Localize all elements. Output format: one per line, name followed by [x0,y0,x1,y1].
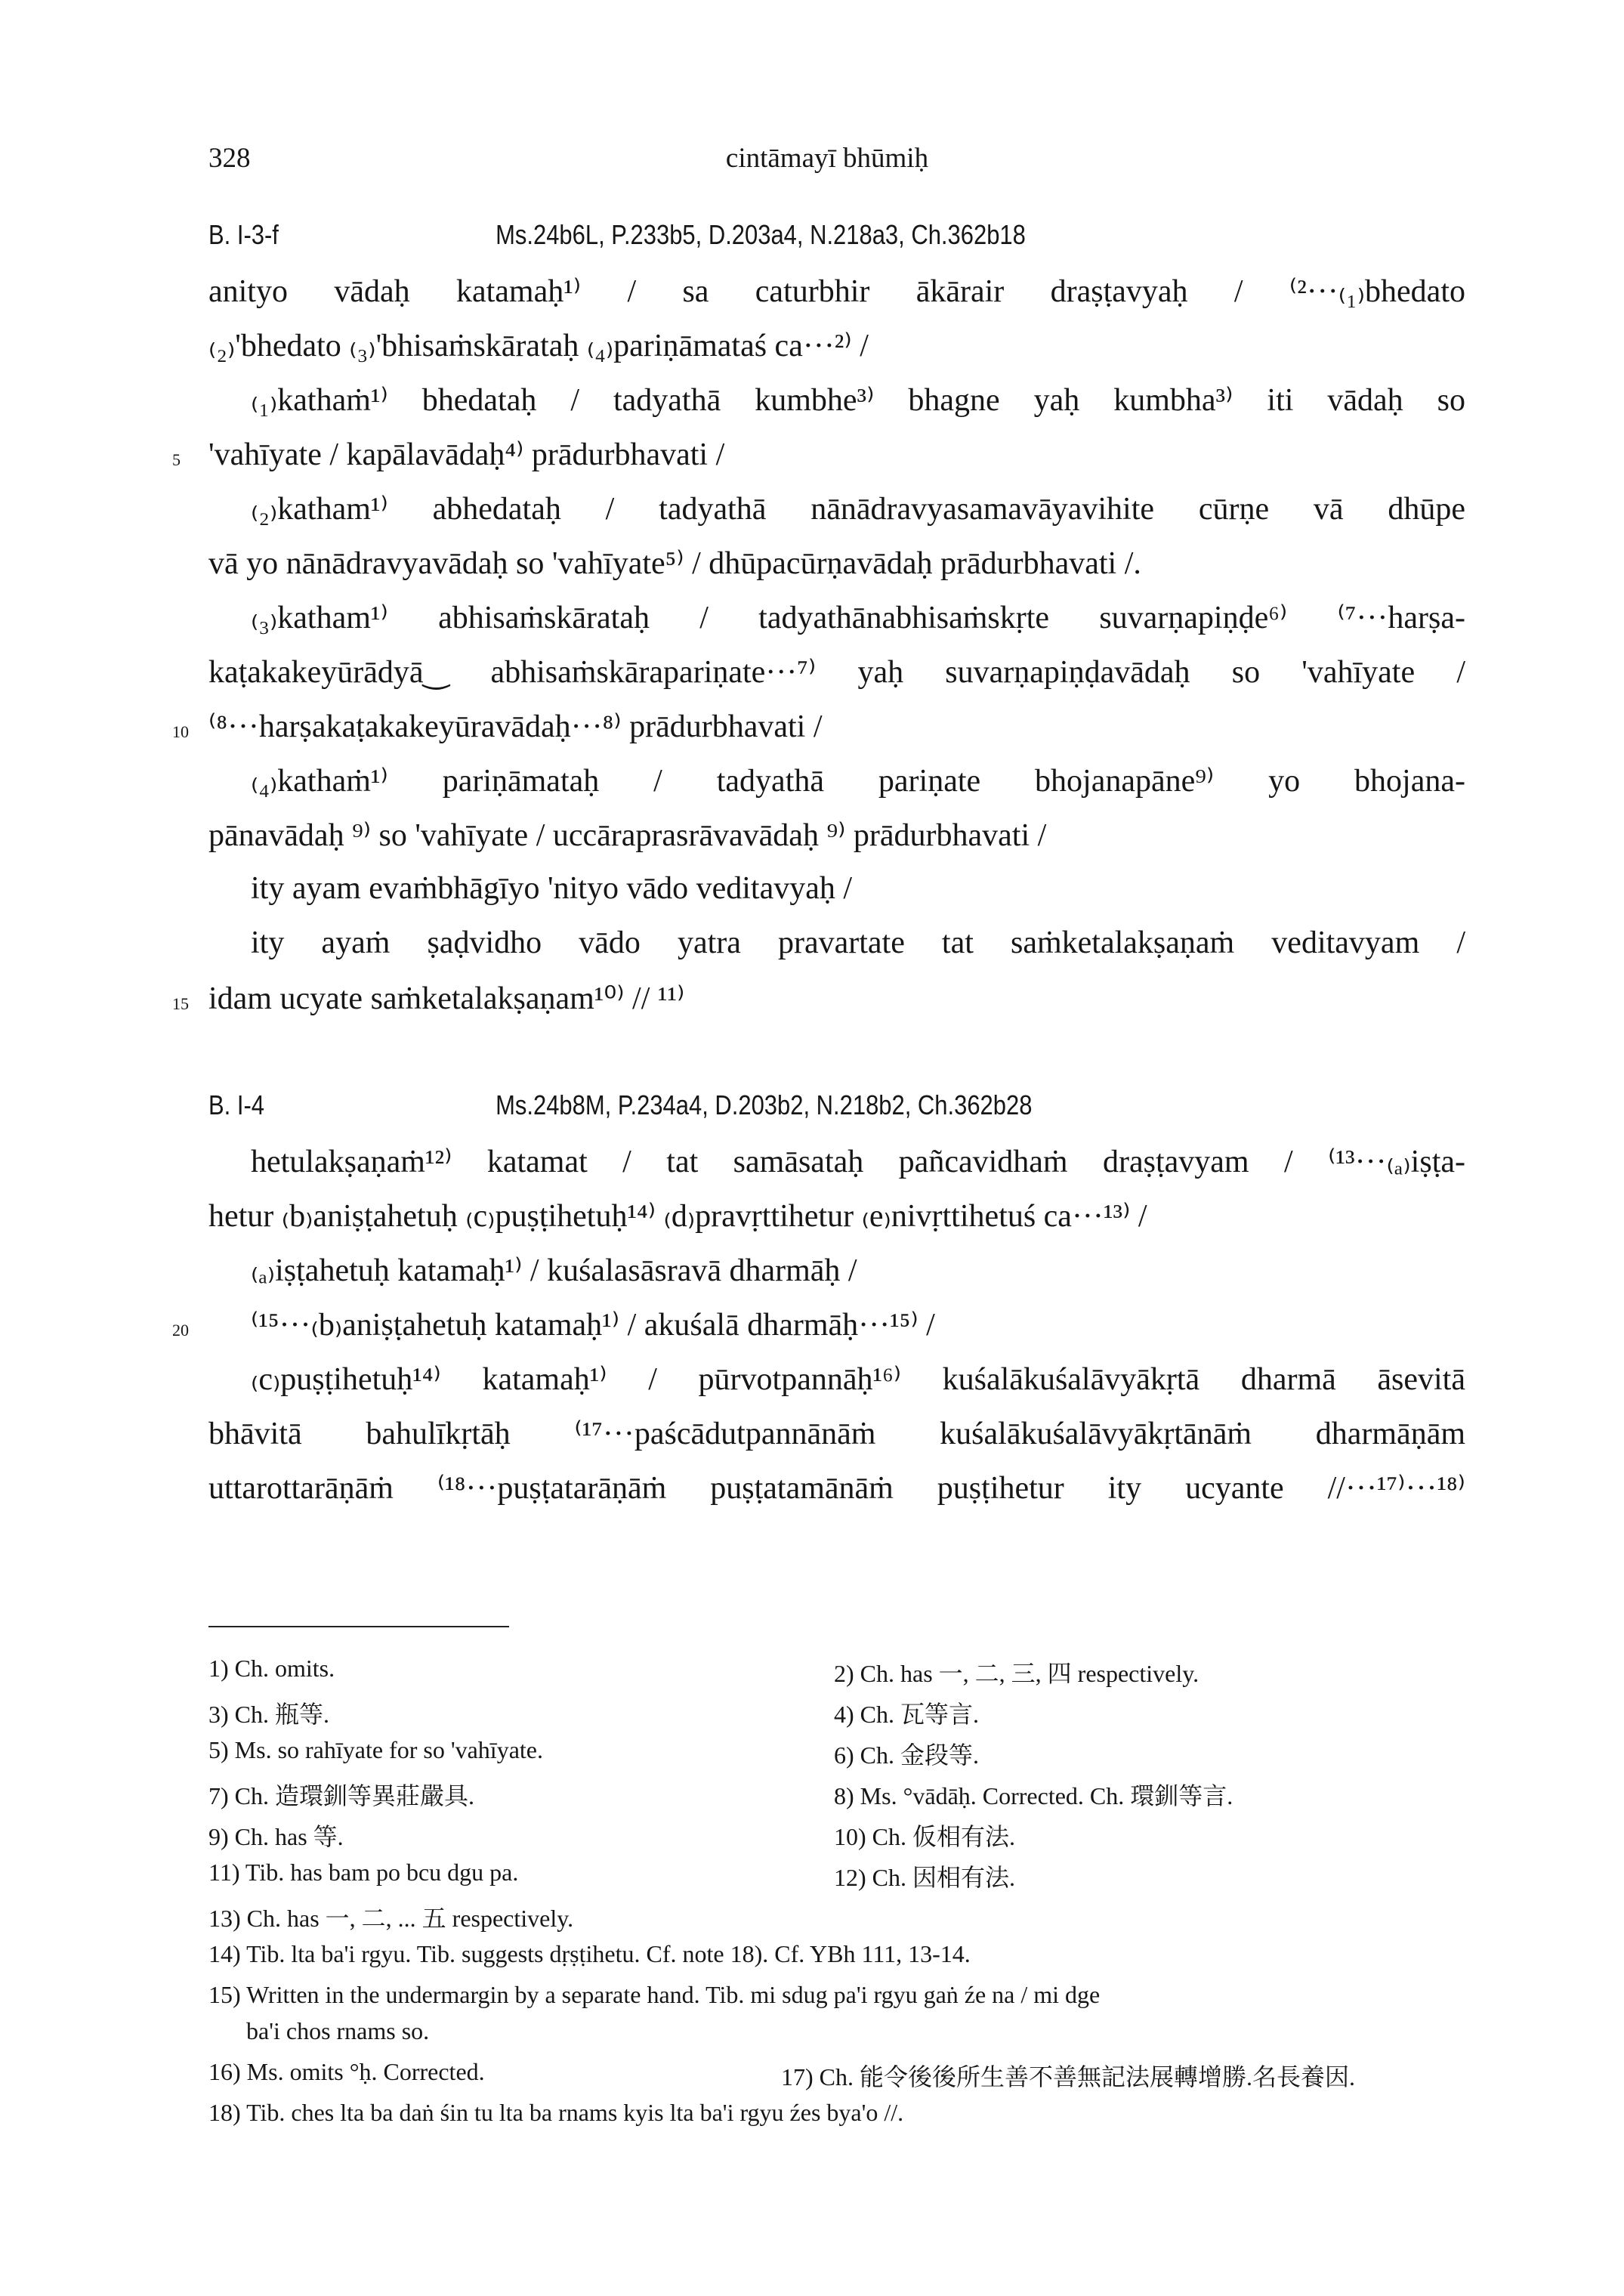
footnote: 5) Ms. so rahīyate for so 'vahīyate. [208,1736,543,1763]
text-line: idam ucyate saṁketalakṣaṇam¹⁰⁾ // ¹¹⁾ [208,981,685,1016]
section-heading [208,219,1026,251]
footnote: 4) Ch. 瓦等言. [834,1701,980,1728]
text-line: kaṭakakeyūrādyā‿ abhisaṁskārapariṇate···⁷⁾ yaḥ suvarṇapiṇḍavādaḥ so 'vahīyate / [208,655,1465,690]
footnote: 3) Ch. 瓶等. [208,1701,330,1728]
text-line: ⁽¹⁵···₍b₎aniṣṭahetuḥ katamaḥ¹⁾ / akuśalā dharmāḥ···¹⁵⁾ / [251,1308,935,1343]
text-line: 'vahīyate / kapālavādaḥ⁴⁾ prādurbhavati / [208,437,725,472]
line-number: 20 [172,1321,189,1340]
text-line: ₍₂₎'bhedato ₍₃₎'bhisaṁskārataḥ ₍₄₎pariṇāmataś ca···²⁾ / [208,329,869,363]
text-line: ⁽⁸···harṣakaṭakakeyūravādaḥ···⁸⁾ prādurbhavati / [208,709,823,744]
line-number: 5 [172,450,181,469]
footnote: 13) Ch. has 一, 二, ... 五 respectively. [208,1905,574,1932]
text-line: vā yo nānādravyavādaḥ so 'vahīyate⁵⁾ / dhūpacūrṇavādaḥ prādurbhavati /. [208,546,1141,581]
section-label: B. I-3-f [208,219,279,250]
footnote: ba'i chos rnams so. [246,2017,430,2044]
footnote: 16) Ms. omits °ḥ. Corrected. [208,2058,485,2085]
running-title: cintāmayī bhūmiḥ [725,143,929,174]
section-label: B. I-4 [208,1089,264,1120]
footnote: 15) Written in the undermargin by a separate hand. Tib. mi sdug pa'i rgyu gaṅ źe na / mi dge [208,1981,1101,2008]
text-line: ity ayaṁ ṣaḍvidho vādo yatra pravartate tat saṁketalakṣaṇaṁ veditavyam / [251,926,1465,960]
footnote: 10) Ch. 仮相有法. [834,1823,1016,1850]
footnote: 11) Tib. has bam po bcu dgu pa. [208,1859,519,1886]
text-line: bhāvitā bahulīkṛtāḥ ⁽¹⁷···paścādutpannānāṁ kuśalākuśalāvyākṛtānāṁ dharmāṇām [208,1417,1465,1451]
text-line: ₍₄₎kathaṁ¹⁾ pariṇāmataḥ / tadyathā pariṇate bhojanapāne⁹⁾ yo bhojana- [251,764,1465,799]
text-line: ity ayam evaṁbhāgīyo 'nityo vādo veditavyaḥ / [251,871,853,906]
footnote: 8) Ms. °vādāḥ. Corrected. Ch. 環釧等言. [834,1782,1233,1809]
footnote: 17) Ch. 能令後後所生善不善無記法展轉增勝.名長養因. [781,2063,1356,2091]
footnote: 12) Ch. 因相有法. [834,1864,1016,1891]
footnote: 7) Ch. 造環釧等異莊嚴具. [208,1782,475,1809]
footnote: 9) Ch. has 等. [208,1823,344,1850]
line-number: 15 [172,994,189,1013]
text-line: ₍₃₎katham¹⁾ abhisaṁskārataḥ / tadyathānabhisaṁskṛte suvarṇapiṇḍe⁶⁾ ⁽⁷···harṣa- [251,601,1465,635]
footnote: 18) Tib. ches lta ba daṅ śin tu lta ba rnams kyis lta ba'i rgyu źes bya'o //. [208,2099,904,2126]
page-number: 328 [208,143,251,174]
text-line: pānavādaḥ ⁹⁾ so 'vahīyate / uccāraprasrāvavādaḥ ⁹⁾ prādurbhavati / [208,818,1047,853]
text-line: hetulakṣaṇaṁ¹²⁾ katamat / tat samāsataḥ pañcavidhaṁ draṣṭavyam / ⁽¹³···₍ₐ₎iṣṭa- [251,1145,1465,1179]
footnote: 1) Ch. omits. [208,1655,335,1682]
text-line: ₍ₐ₎iṣṭahetuḥ katamaḥ¹⁾ / kuśalasāsravā dharmāḥ / [251,1253,857,1288]
text-line: uttarottarāṇāṁ ⁽¹⁸···puṣṭatarāṇāṁ puṣṭatamānāṁ puṣṭihetur ity ucyante //···¹⁷⁾···¹⁸⁾ [208,1471,1465,1506]
footnote: 6) Ch. 金段等. [834,1741,980,1769]
manuscript-refs: Ms.24b8M, P.234a4, D.203b2, N.218b2, Ch.362b28 [496,1089,1033,1120]
text-line: ₍₁₎kathaṁ¹⁾ bhedataḥ / tadyathā kumbhe³⁾ bhagne yaḥ kumbha³⁾ iti vādaḥ so [251,383,1465,418]
line-number: 10 [172,722,189,741]
footnote: 2) Ch. has 一, 二, 三, 四 respectively. [834,1660,1199,1687]
text-line: anityo vādaḥ katamaḥ¹⁾ / sa caturbhir ākārair draṣṭavyaḥ / ⁽²···₍₁₎bhedato [208,274,1465,309]
text-line: ₍₂₎katham¹⁾ abhedataḥ / tadyathā nānādravyasamavāyavihite cūrṇe vā dhūpe [251,492,1465,527]
footnote-rule [208,1626,509,1627]
text-line: ₍c₎puṣṭihetuḥ¹⁴⁾ katamaḥ¹⁾ / pūrvotpannāḥ¹⁶⁾ kuśalākuśalāvyākṛtā dharmā āsevitā [251,1362,1465,1397]
manuscript-refs: Ms.24b6L, P.233b5, D.203a4, N.218a3, Ch.362b18 [496,219,1026,250]
section-heading [208,1089,1033,1121]
footnote: 14) Tib. lta ba'i rgyu. Tib. suggests dṛṣṭihetu. Cf. note 18). Cf. YBh 111, 13-14. [208,1940,971,1967]
text-line: hetur ₍b₎aniṣṭahetuḥ ₍c₎puṣṭihetuḥ¹⁴⁾ ₍d₎pravṛttihetur ₍e₎nivṛttihetuś ca···¹³⁾ / [208,1199,1147,1234]
